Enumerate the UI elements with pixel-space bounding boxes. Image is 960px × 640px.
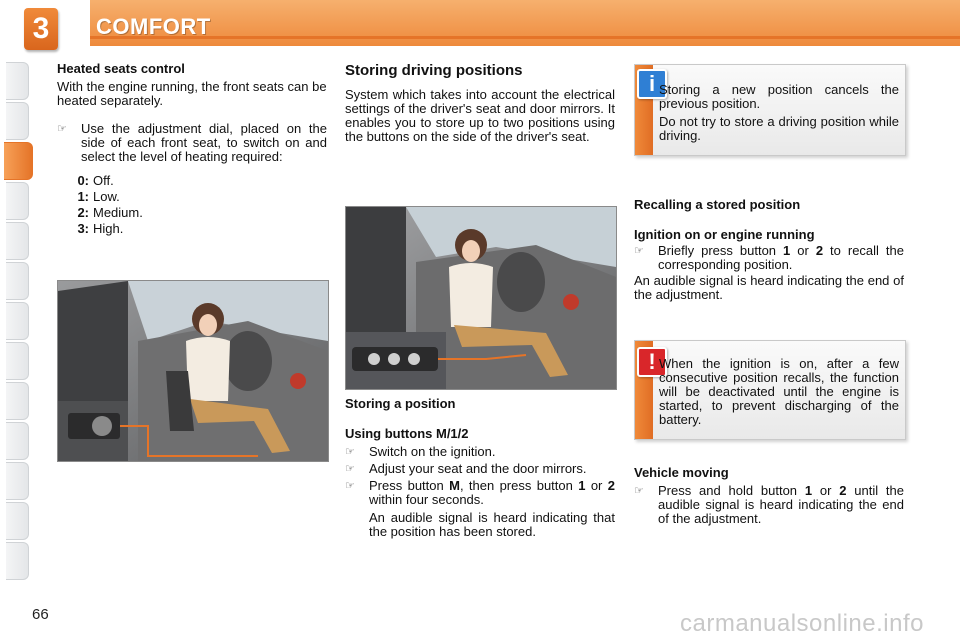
side-tab-13[interactable] xyxy=(6,542,29,580)
page-number: 66 xyxy=(32,606,49,623)
side-tab-2[interactable] xyxy=(6,102,29,140)
storing-steps-section xyxy=(345,397,615,539)
pointer-hand-icon: ☞ xyxy=(634,245,644,257)
side-tab-9[interactable] xyxy=(6,382,29,420)
recalling-section xyxy=(634,198,904,302)
heating-level-item: 3: High. xyxy=(77,221,124,236)
warning-callout-text: When the ignition is on, after a few consecutive position recalls, the function will be deactivated until the engine is started, to prevent discharging of the battery. xyxy=(659,356,899,427)
storing-step-3: ☞ Press button M, then press button 1 or 2 within four seconds. xyxy=(345,478,615,507)
ignition-on-heading: Ignition on or engine running xyxy=(634,227,815,242)
side-tab-5[interactable] xyxy=(6,222,29,260)
side-tab-10[interactable] xyxy=(6,422,29,460)
side-tab-12[interactable] xyxy=(6,502,29,540)
warning-callout xyxy=(634,340,906,440)
vehicle-moving-heading: Vehicle moving xyxy=(634,465,729,480)
info-callout xyxy=(634,64,906,156)
heated-seats-heading: Heated seats control xyxy=(57,61,185,76)
side-tab-11[interactable] xyxy=(6,462,29,500)
side-tab-7[interactable] xyxy=(6,302,29,340)
storing-section xyxy=(345,64,615,144)
storing-position-subheading: Storing a position xyxy=(345,396,456,411)
heated-seats-section xyxy=(57,62,327,236)
storing-step-2: ☞ Adjust your seat and the door mirrors. xyxy=(345,461,587,476)
pointer-hand-icon: ☞ xyxy=(634,485,644,497)
warning-icon: ! xyxy=(637,347,667,377)
storing-signal-note: An audible signal is heard indicating that the position has been stored. xyxy=(369,510,615,539)
memory-buttons-drawing xyxy=(346,207,616,389)
chapter-side-tabs xyxy=(0,62,34,574)
heated-seats-intro: With the engine running, the front seats can be heated separately. xyxy=(57,79,327,108)
chapter-title: COMFORT xyxy=(96,14,211,39)
chapter-number-badge: 3 xyxy=(24,8,58,50)
storing-heading: Storing driving positions xyxy=(345,62,523,79)
side-tab-3-active[interactable] xyxy=(4,142,33,180)
heating-level-item: 1: Low. xyxy=(77,189,120,204)
heating-level-item: 0: Off. xyxy=(77,173,114,188)
heated-seats-bullet xyxy=(57,122,327,164)
vehicle-moving-section xyxy=(634,466,904,526)
heating-level-item: 2: Medium. xyxy=(77,205,143,220)
storing-step-1: ☞ Switch on the ignition. xyxy=(345,444,496,459)
heated-seats-bullet-text: Use the adjustment dial, placed on the side of each front seat, to switch on and select the level of heating required: xyxy=(81,121,327,164)
pointer-hand-icon: ☞ xyxy=(57,123,67,135)
heating-levels-list xyxy=(71,174,327,236)
info-icon: i xyxy=(637,69,667,99)
pointer-hand-icon: ☞ xyxy=(345,463,355,475)
side-tab-1[interactable] xyxy=(6,62,29,100)
heated-seat-drawing xyxy=(58,281,328,461)
pointer-hand-icon: ☞ xyxy=(345,480,355,492)
storing-intro: System which takes into account the electrical settings of the driver's seat and door mirrors. It enables you to store up to two positions using the buttons on the side of the driver's seat. xyxy=(345,87,615,144)
recalling-heading: Recalling a stored position xyxy=(634,197,801,212)
info-callout-line-2: Do not try to store a driving position while driving. xyxy=(659,114,899,143)
recall-bullet: ☞ Briefly press button 1 or 2 to recall the corresponding position. xyxy=(634,243,904,272)
side-tab-4[interactable] xyxy=(6,182,29,220)
memory-buttons-illustration xyxy=(345,206,617,390)
heated-seat-illustration xyxy=(57,280,329,462)
recall-signal-text: An audible signal is heard indicating the end of the adjustment. xyxy=(634,273,904,302)
info-callout-line-1: Storing a new position cancels the previous position. xyxy=(659,82,899,111)
pointer-hand-icon: ☞ xyxy=(345,446,355,458)
using-buttons-heading: Using buttons M/1/2 xyxy=(345,426,469,441)
side-tab-8[interactable] xyxy=(6,342,29,380)
vehicle-moving-bullet: ☞ Press and hold button 1 or 2 until the audible signal is heard indicating the end of the adjustment. xyxy=(634,483,904,526)
side-tab-6[interactable] xyxy=(6,262,29,300)
watermark: carmanualsonline.info xyxy=(680,610,924,637)
